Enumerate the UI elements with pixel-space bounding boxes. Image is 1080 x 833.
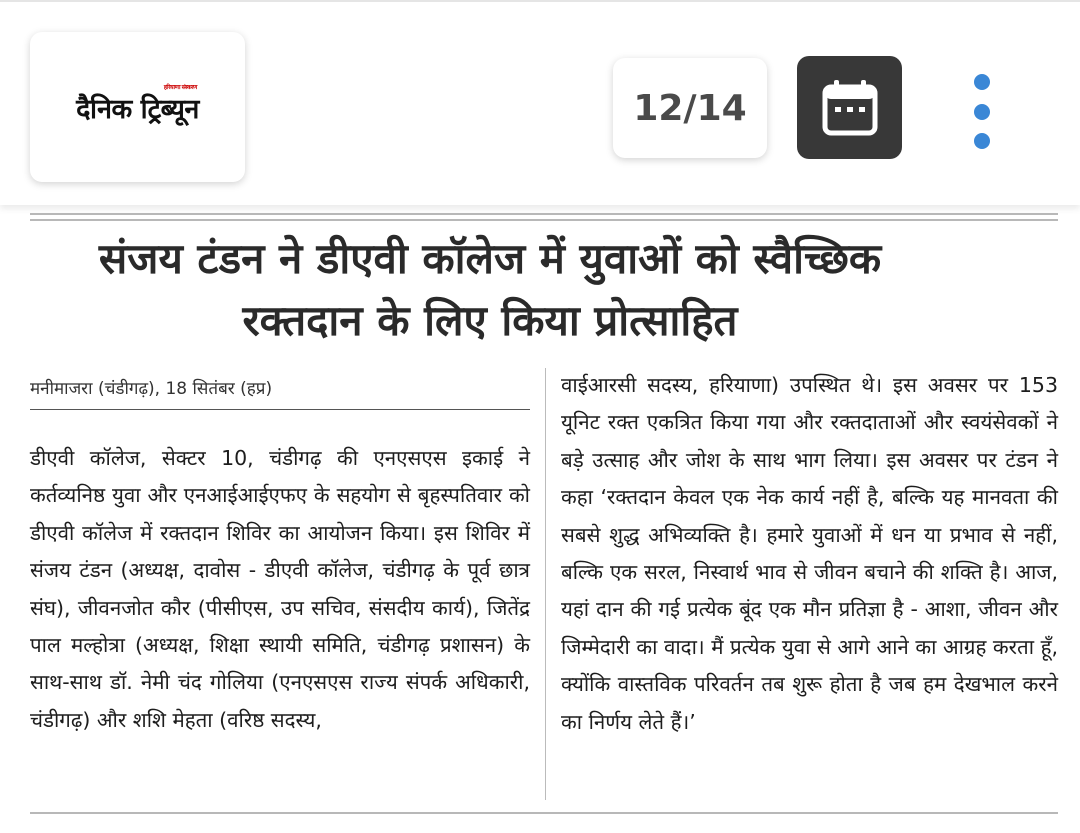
logo-tagline: हरियाणा संस्करण	[163, 83, 197, 91]
menu-dot-icon	[974, 104, 990, 120]
top-divider	[30, 213, 1058, 215]
logo-text: दैनिक ट्रिब्यून हरियाणा संस्करण	[76, 83, 199, 125]
page-counter[interactable]: 12/14	[613, 58, 767, 158]
article-byline: मनीमाजरा (चंडीगढ़), 18 सितंबर (हप्र)	[30, 379, 273, 399]
byline-divider	[30, 409, 530, 410]
top-divider	[30, 219, 1058, 221]
headline-line-2: रक्तदान के लिए किया प्रोत्साहित	[242, 296, 738, 345]
menu-dot-icon	[974, 133, 990, 149]
calendar-icon	[819, 77, 881, 139]
newspaper-logo[interactable]	[30, 32, 245, 182]
article-column-right: वाईआरसी सदस्य, हरियाणा) उपस्थित थे। इस अवसर पर 153 यूनिट रक्त एकत्रित किया गया और रक्तदाताओं और स्वयंसेवकों ने बड़े उत्साह और जोश के साथ भाग लिया। इस अवसर पर टंडन ने कहा ‘रक्तदान केवल एक नेक कार्य नहीं है, बल्कि यह मानवता की सबसे शुद्ध अभिव्यक्ति है। हमारे युवाओं में धन या प्रभाव से नहीं, बल्कि एक सरल, निस्वार्थ भाव से जीवन बचाने की शक्ति है। आज, यहां दान की गई प्रत्येक बूंद एक मौन प्रतिज्ञा है - आशा, जीवन और जिम्मेदारी का वादा। मैं प्रत्येक युवा से आगे आने का आग्रह करता हूँ, क्योंकि वास्तविक परिवर्तन तब शुरू होता है जब हम देखभाल करने का निर्णय लेते हैं।’	[561, 373, 1058, 734]
top-toolbar	[0, 0, 1080, 205]
article-column-left: डीएवी कॉलेज, सेक्टर 10, चंडीगढ़ की एनएसएस इकाई ने कर्तव्यनिष्ठ युवा और एनआईआईएफए के सहयोग से बृहस्पतिवार को डीएवी कॉलेज में रक्तदान शिविर का आयोजन किया। इस शिविर में संजय टंडन (अध्यक्ष, दावोस - डीएवी कॉलेज, चंडीगढ़ के पूर्व छात्र संघ), जीवनजोत कौर (पीसीएस, उप सचिव, संसदीय कार्य), जितेंद्र पाल मल्होत्रा (अध्यक्ष, शिक्षा स्थायी समिति, चंडीगढ़ प्रशासन) के साथ-साथ डॉ. नेमी चंद गोलिया (एनएसएस राज्य संपर्क अधिकारी, चंडीगढ़) और शशि मेहता (वरिष्ठ सदस्य,	[30, 446, 530, 732]
menu-dot-icon	[974, 74, 990, 90]
bottom-divider	[30, 812, 1058, 814]
more-options-button[interactable]	[962, 74, 1002, 149]
article-headline	[20, 228, 960, 352]
headline-line-1: संजय टंडन ने डीएवी कॉलेज में युवाओं को स्वैच्छिक	[98, 234, 882, 283]
column-divider	[545, 368, 546, 800]
calendar-button[interactable]	[797, 56, 902, 159]
